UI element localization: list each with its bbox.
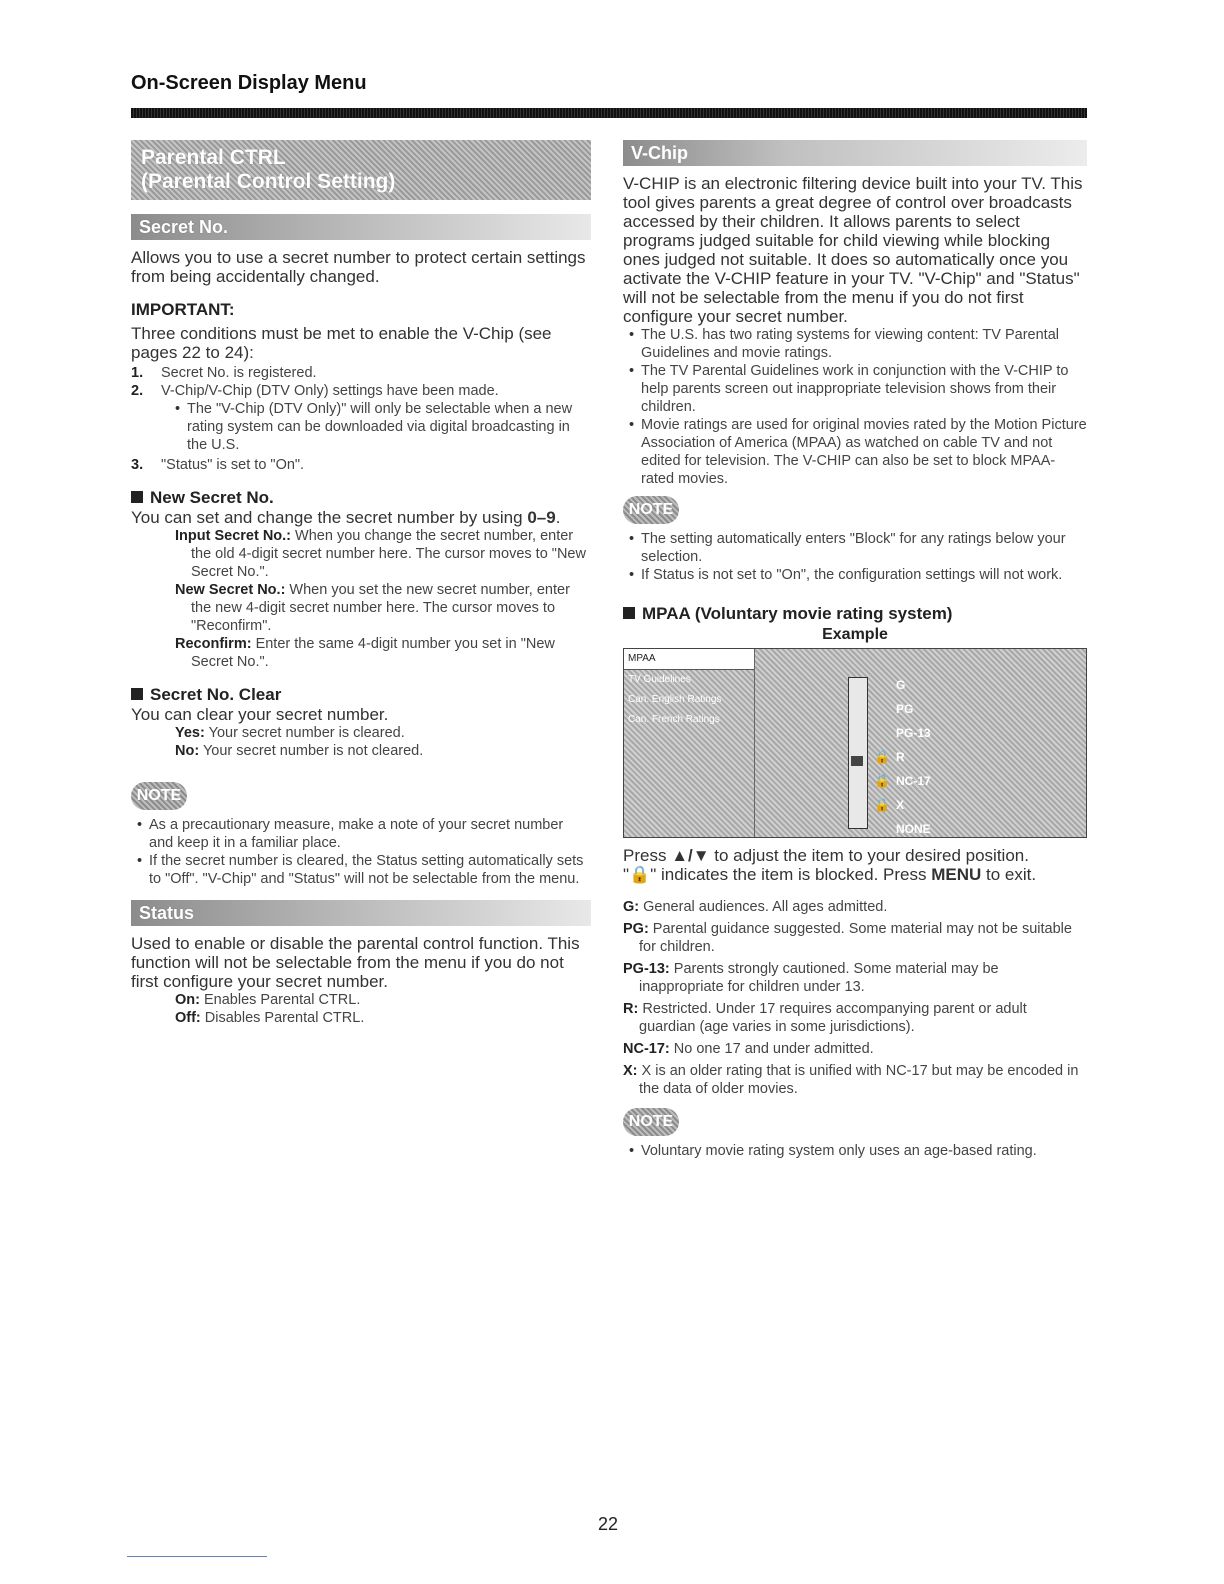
- vchip-bullet: • The U.S. has two rating systems for viewing content: TV Parental Guidelines and movie ratings.: [623, 326, 1087, 362]
- square-bullet-icon: [623, 607, 635, 619]
- conditions-list: [131, 364, 591, 400]
- status-text: Used to enable or disable the parental control function. This function will not be selectable from the menu if you do not first configure your secret number.: [131, 934, 580, 991]
- new-secret-text: You can set and change the secret number by using 0–9.: [131, 508, 561, 527]
- important-heading: IMPORTANT:: [131, 300, 235, 319]
- lock-icon: 🔒: [874, 749, 891, 764]
- definition-off: Off: Disables Parental CTRL.: [175, 1010, 365, 1026]
- example-label: Example: [822, 626, 888, 643]
- note-item: • Voluntary movie rating system only uses an age-based rating.: [623, 1142, 1087, 1160]
- osd-level: 🔒 NC-17: [874, 769, 931, 793]
- note-badge: NOTE: [623, 496, 679, 524]
- condition-item: 3. "Status" is set to "On".: [131, 457, 305, 473]
- note-item: • As a precautionary measure, make a note of your secret number and keep it in a familiar place.: [131, 816, 591, 852]
- rating-definition: R: Restricted. Under 17 requires accompanying parent or adult guardian (age varies in some jurisdictions).: [623, 1001, 1027, 1035]
- osd-level: PG-13: [896, 726, 931, 740]
- secret-no-intro: Allows you to use a secret number to protect certain settings from being accidentally changed.: [131, 248, 586, 286]
- rating-definition: G: General audiences. All ages admitted.: [623, 899, 888, 915]
- secret-clear-definitions: [131, 724, 591, 760]
- condition-sub-item: • The "V-Chip (DTV Only)" will only be selectable when a new rating system can be downloaded via digital broadcasting in the U.S.: [175, 400, 591, 454]
- lock-icon: 🔒: [874, 773, 891, 788]
- definition-yes: Yes: Your secret number is cleared.: [175, 725, 405, 741]
- left-column: [131, 140, 591, 1027]
- important-text: Three conditions must be met to enable the V-Chip (see pages 22 to 24):: [131, 324, 552, 362]
- condition-sub-list: [131, 400, 591, 454]
- mpaa-heading: MPAA (Voluntary movie rating system): [623, 604, 1087, 624]
- osd-rating-levels: [874, 673, 931, 841]
- definition-no: No: Your secret number is not cleared.: [175, 743, 424, 759]
- conditions-list-cont: [131, 456, 591, 474]
- osd-level: 🔒 X: [874, 793, 931, 817]
- status-definitions: [131, 991, 591, 1027]
- right-column: [623, 140, 1087, 1160]
- osd-menu-list: [624, 649, 755, 837]
- definition-new-secret: New Secret No.: When you set the new secret number, enter the new 4-digit secret number here. The cursor moves to "Reconfirm".: [175, 582, 570, 634]
- osd-level: 🔒 R: [874, 745, 931, 769]
- left-notes-list: [131, 816, 591, 888]
- section-title-parental-ctrl: Parental CTRL: [141, 146, 286, 169]
- vchip-bullet: • Movie ratings are used for original movies rated by the Motion Picture Association of America (MPAA) as watched on cable TV and not edited for television. The V-CHIP can also be set to block MPAA-rated movies.: [623, 416, 1087, 488]
- vchip-text: V-CHIP is an electronic filtering device built into your TV. This tool gives parents a great degree of control over broadcasts accessed by their children. It allows parents to select programs judged suitable for child viewing while blocking ones judged not suitable. It does so automatically once you activate the V-CHIP feature in your TV. "V-Chip" and "Status" will not be selectable from the menu if you do not first configure your secret number.: [623, 174, 1083, 326]
- subsection-bar-secret-no: Secret No.: [131, 214, 591, 240]
- osd-level: NONE: [896, 822, 931, 836]
- note-badge: NOTE: [131, 782, 187, 810]
- osd-menu-item: TV Guidelines: [628, 674, 691, 685]
- rating-definition: PG: Parental guidance suggested. Some material may not be suitable for children.: [623, 921, 1072, 955]
- note-item: • The setting automatically enters "Block" for any ratings below your selection.: [623, 530, 1087, 566]
- subsection-bar-status: Status: [131, 900, 591, 926]
- osd-rating-slider: [848, 677, 868, 829]
- condition-item: 1. Secret No. is registered.: [131, 365, 317, 381]
- definition-input-secret: Input Secret No.: When you change the secret number, enter the old 4-digit secret number here. The cursor moves to "New Secret No.".: [175, 528, 586, 580]
- right-notes-list-1: [623, 530, 1087, 584]
- lock-icon: 🔒: [874, 797, 891, 812]
- rating-definition: PG-13: Parents strongly cautioned. Some material may be inappropriate for children under 13.: [623, 961, 999, 995]
- new-secret-heading: New Secret No.: [131, 488, 591, 508]
- page-header-title: On-Screen Display Menu: [131, 72, 367, 94]
- osd-slider-thumb: [851, 756, 863, 766]
- vchip-bullets: [623, 326, 1087, 488]
- up-down-arrow-icon: ▲/▼: [671, 846, 710, 865]
- header-rule: [131, 108, 1087, 118]
- note-item: • If the secret number is cleared, the Status setting automatically sets to "Off". "V-Chip" and "Status" will not be selectable from the menu.: [131, 852, 591, 888]
- condition-item: 2. V-Chip/V-Chip (DTV Only) settings have been made.: [131, 383, 499, 399]
- rating-definition: NC-17: No one 17 and under admitted.: [623, 1041, 874, 1057]
- secret-clear-text: You can clear your secret number.: [131, 705, 389, 724]
- osd-example-screen: [623, 648, 1087, 838]
- vchip-bullet: • The TV Parental Guidelines work in conjunction with the V-CHIP to help parents screen out inappropriate television shows from their children.: [623, 362, 1087, 416]
- square-bullet-icon: [131, 688, 143, 700]
- footer-rule: [127, 1556, 267, 1557]
- right-notes-list-2: [623, 1142, 1087, 1160]
- note-badge: NOTE: [623, 1108, 679, 1136]
- definition-reconfirm: Reconfirm: Enter the same 4-digit number you set in "New Secret No.".: [175, 636, 555, 670]
- section-subtitle-parental-control-setting: (Parental Control Setting): [141, 170, 396, 193]
- definition-on: On: Enables Parental CTRL.: [175, 992, 361, 1008]
- press-instructions: Press ▲/▼ to adjust the item to your desired position. "🔒" indicates the item is blocked. Press MENU to exit.: [623, 846, 1037, 884]
- rating-definition: X: X is an older rating that is unified with NC-17 but may be encoded in the data of older movies.: [623, 1063, 1079, 1097]
- osd-level: PG: [896, 702, 914, 716]
- square-bullet-icon: [131, 491, 143, 503]
- new-secret-definitions: [131, 527, 591, 671]
- osd-menu-item: Can. French Ratings: [628, 714, 720, 725]
- ratings-definitions: [623, 898, 1087, 1098]
- osd-level: G: [896, 678, 906, 692]
- secret-clear-heading: Secret No. Clear: [131, 685, 591, 705]
- osd-menu-item: MPAA: [624, 649, 754, 670]
- note-item: • If Status is not set to "On", the configuration settings will not work.: [623, 566, 1087, 584]
- lock-icon: 🔒: [629, 865, 651, 884]
- page-number: 22: [598, 1514, 619, 1534]
- section-banner-parental-ctrl: [131, 140, 591, 200]
- subsection-bar-vchip: V-Chip: [623, 140, 1087, 166]
- osd-menu-item: Can. English Ratings: [628, 694, 722, 705]
